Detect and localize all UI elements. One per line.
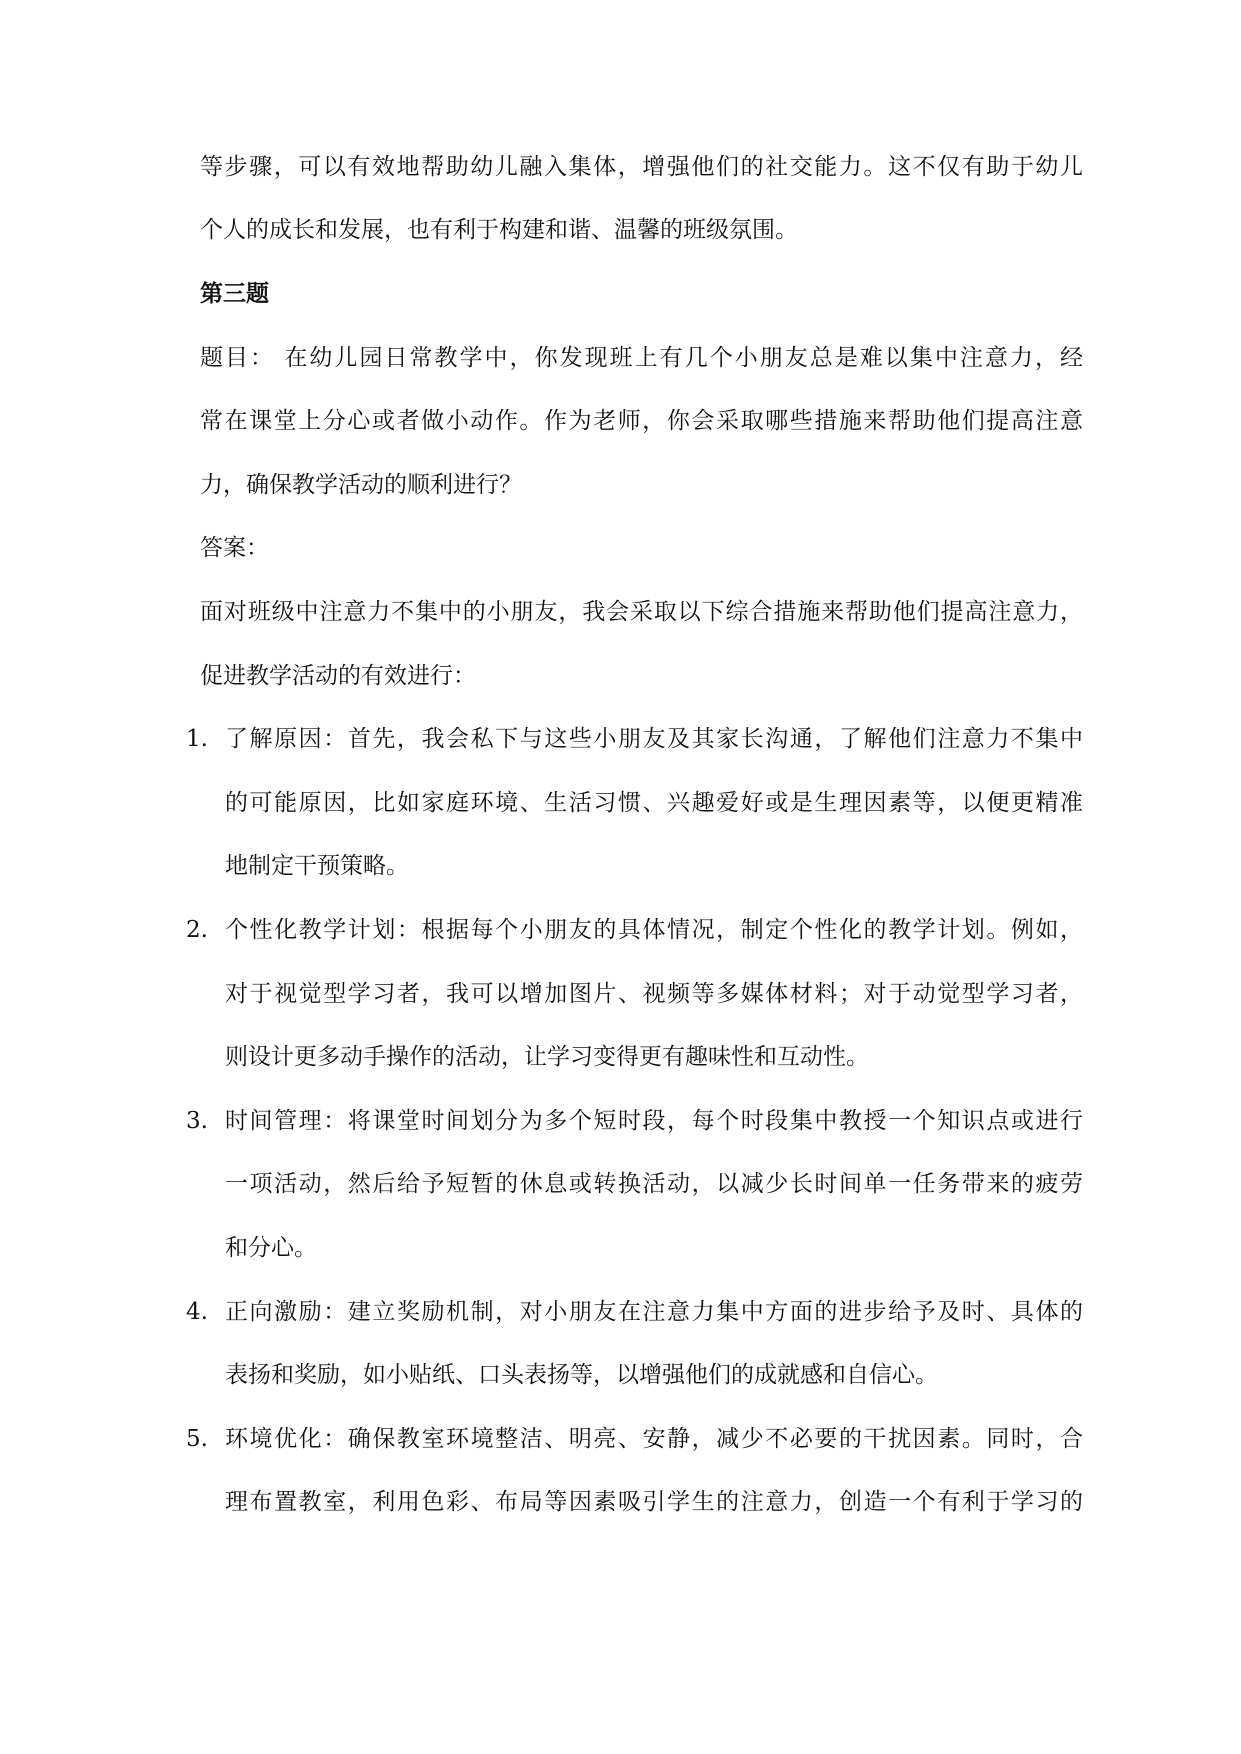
intro-line-2: 促进教学活动的有效进行： — [200, 663, 476, 689]
continuation-line-1: 等步骤，可以有效地帮助幼儿融入集体，增强他们的社交能力。这不仅有助于幼儿 — [200, 154, 1083, 180]
continuation-line-2: 个人的成长和发展，也有利于构建和谐、温馨的班级氛围。 — [200, 217, 798, 243]
list-item-1-line-1: 了解原因：首先，我会私下与这些小朋友及其家长沟通，了解他们注意力不集中 — [225, 726, 1083, 752]
list-item-5-line-1: 环境优化：确保教室环境整洁、明亮、安静，减少不必要的干扰因素。同时，合 — [225, 1426, 1083, 1452]
list-item-1-line-3: 地制定干预策略。 — [225, 853, 409, 879]
list-item-3-line-3: 和分心。 — [225, 1235, 317, 1261]
list-item-2-number: 2. — [186, 917, 208, 943]
question-line-3: 力，确保教学活动的顺利进行？ — [200, 472, 522, 498]
section-title: 第三题 — [200, 280, 269, 307]
question-line-1: 题目： 在幼儿园日常教学中，你发现班上有几个小朋友总是难以集中注意力，经 — [200, 345, 1083, 371]
list-item-2-line-3: 则设计更多动手操作的活动，让学习变得更有趣味性和互动性。 — [225, 1044, 869, 1070]
list-item-4-line-2: 表扬和奖励，如小贴纸、口头表扬等，以增强他们的成就感和自信心。 — [225, 1362, 938, 1388]
list-item-1-line-2: 的可能原因，比如家庭环境、生活习惯、兴趣爱好或是生理因素等，以便更精准 — [225, 790, 1083, 816]
list-item-3-line-1: 时间管理：将课堂时间划分为多个短时段，每个时段集中教授一个知识点或进行 — [225, 1108, 1083, 1134]
list-item-3-number: 3. — [186, 1108, 208, 1134]
list-item-5-number: 5. — [186, 1426, 208, 1452]
list-item-4-line-1: 正向激励：建立奖励机制，对小朋友在注意力集中方面的进步给予及时、具体的 — [225, 1299, 1083, 1325]
list-item-2-line-1: 个性化教学计划：根据每个小朋友的具体情况，制定个性化的教学计划。例如， — [225, 917, 1083, 943]
question-line-2: 常在课堂上分心或者做小动作。作为老师，你会采取哪些措施来帮助他们提高注意 — [200, 408, 1083, 434]
list-item-5-line-2: 理布置教室，利用色彩、布局等因素吸引学生的注意力，创造一个有利于学习的 — [225, 1489, 1083, 1515]
list-item-3-line-2: 一项活动，然后给予短暂的休息或转换活动，以减少长时间单一任务带来的疲劳 — [225, 1171, 1083, 1197]
list-item-4-number: 4. — [186, 1299, 208, 1325]
intro-line-1: 面对班级中注意力不集中的小朋友，我会采取以下综合措施来帮助他们提高注意力， — [200, 599, 1083, 625]
list-item-1-number: 1. — [186, 726, 208, 752]
answer-label: 答案： — [200, 535, 269, 561]
list-item-2-line-2: 对于视觉型学习者，我可以增加图片、视频等多媒体材料；对于动觉型学习者， — [225, 981, 1083, 1007]
